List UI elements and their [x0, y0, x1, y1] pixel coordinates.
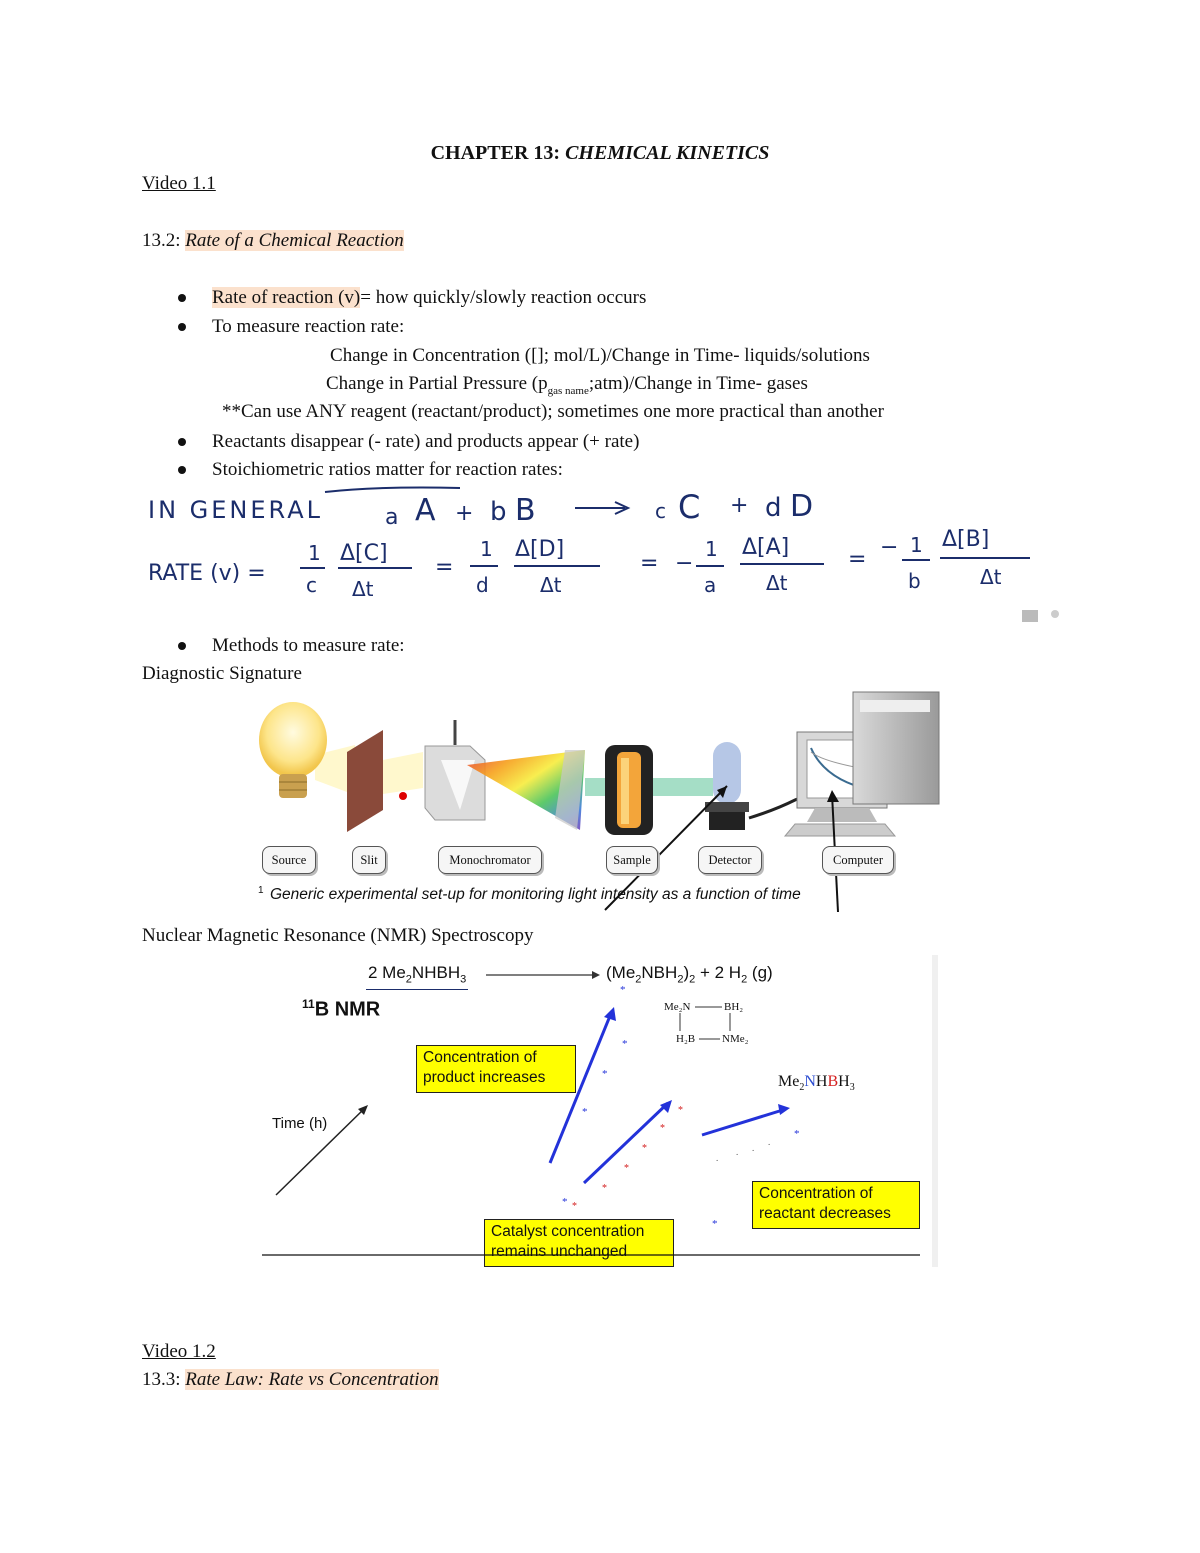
svg-text:.: .: [716, 1153, 719, 1163]
page-title: CHAPTER 13: CHEMICAL KINETICS: [430, 142, 770, 164]
sample-cuvette-icon: [605, 745, 653, 835]
lightbulb-icon: [259, 702, 327, 798]
bullet-dot: [178, 438, 186, 446]
label-source: Source: [262, 846, 316, 874]
svg-text:*: *: [622, 1038, 628, 1050]
svg-text:.: .: [752, 1143, 755, 1153]
svg-text:*: *: [642, 1143, 647, 1154]
hw-rate: RATE (v) =: [148, 561, 266, 586]
svg-text:−: −: [880, 535, 899, 560]
svg-text:.: .: [768, 1137, 771, 1147]
svg-text:Δ[C]: Δ[C]: [340, 541, 388, 566]
product-formula: $(Me_2NBH_2)_2 + 2$ $H_2$ (g): [606, 963, 773, 986]
svg-text:=: =: [435, 555, 454, 580]
label-slit: Slit: [352, 846, 386, 874]
computer-icon: [785, 692, 939, 836]
svg-text:Δ[D]: Δ[D]: [515, 537, 565, 562]
svg-text:*: *: [660, 1123, 665, 1134]
svg-text:*: *: [602, 1068, 608, 1080]
bullet-measure-rate: To measure reaction rate:: [212, 316, 405, 337]
video-heading-2: Video 1.2: [142, 1341, 216, 1362]
svg-text:*: *: [624, 1163, 629, 1174]
figure-caption: Generic experimental set-up for monitoring light intensity as a function of time: [270, 886, 801, 903]
svg-text:a: a: [704, 573, 717, 597]
handwritten-rate-expression: [130, 480, 1070, 630]
line-concentration: Change in Concentration ([]; mol/L)/Change in Time- liquids/solutions: [330, 345, 870, 366]
svg-text:Δt: Δt: [352, 577, 374, 601]
svg-text:Δt: Δt: [540, 573, 562, 597]
svg-text:d: d: [765, 493, 782, 523]
svg-text:=: =: [640, 551, 659, 576]
hw-in-general: IN GENERAL: [148, 496, 324, 524]
catalyst-formula: $Me_2NHBH_3$: [778, 1073, 855, 1094]
svg-text:Δt: Δt: [766, 571, 788, 595]
svg-text:D: D: [790, 489, 814, 524]
time-axis-label: Time (h): [272, 1115, 328, 1132]
nmr-title: $^{11}$B NMR: [302, 997, 381, 1021]
svg-text:*: *: [602, 1183, 607, 1194]
label-computer: Computer: [822, 846, 894, 874]
label-sample: Sample: [606, 846, 658, 874]
section-heading-13-2: 13.2: Rate of a Chemical Reaction: [142, 230, 404, 251]
svg-text:1: 1: [480, 537, 493, 561]
svg-text:=: =: [848, 547, 867, 572]
svg-text:a: a: [385, 505, 399, 530]
svg-text:1: 1: [705, 537, 718, 561]
svg-text:Δ[A]: Δ[A]: [742, 535, 790, 560]
svg-text:*: *: [712, 1218, 718, 1230]
svg-text:Δ[B]: Δ[B]: [942, 527, 990, 552]
box-product-increases: Concentration of product increases: [416, 1045, 576, 1093]
svg-text:*: *: [620, 984, 626, 996]
svg-text:+: +: [455, 501, 474, 526]
bullet-dot: [178, 294, 186, 302]
reactant-formula: 2 $Me_2NHBH_3$: [368, 963, 467, 986]
figure-caption-number: 1: [258, 885, 264, 896]
label-monochromator: Monochromator: [438, 846, 542, 874]
bullet-stoichiometric: Stoichiometric ratios matter for reaction rates:: [212, 459, 563, 480]
bullet-dot: [178, 323, 186, 331]
svg-text:1: 1: [910, 533, 923, 557]
bullet-reactants-products: Reactants disappear (- rate) and products appear (+ rate): [212, 431, 640, 452]
label-detector: Detector: [698, 846, 762, 874]
box-reactant-decreases: Concentration of reactant decreases: [752, 1181, 920, 1229]
video-heading-1: Video 1.1: [142, 173, 216, 194]
slit-icon: [347, 730, 383, 832]
section-heading-13-3: 13.3: Rate Law: Rate vs Concentration: [142, 1369, 439, 1390]
nmr-label: Nuclear Magnetic Resonance (NMR) Spectroscopy: [142, 925, 534, 946]
nmr-figure: 2 $Me_2NHBH_3$ $(Me_2NBH_2)_2 + 2$ $H_2$ (g) $^{11}$B NMR Me₂N BH₂ H₂B NMe₂ Concentration of product increases $Me_2NHBH_3$ Time (h) Concentration of reactant decreases Catalyst concentration remains unchanged * * * * * * * * * * * * * . . . .: [262, 955, 938, 1267]
nmr-arrows: [262, 955, 938, 1267]
svg-text:b: b: [490, 497, 507, 527]
svg-text:*: *: [678, 1105, 683, 1116]
svg-text:*: *: [562, 1196, 568, 1208]
bullet-methods: Methods to measure rate:: [212, 635, 405, 656]
svg-text:A: A: [415, 493, 436, 528]
line-any-reagent: **Can use ANY reagent (reactant/product); sometimes one more practical than another: [222, 401, 884, 422]
svg-text:C: C: [678, 488, 701, 526]
svg-text:c: c: [655, 499, 666, 523]
svg-text:.: .: [736, 1147, 739, 1157]
diagnostic-signature-label: Diagnostic Signature: [142, 663, 302, 684]
svg-text:Δt: Δt: [980, 565, 1002, 589]
bullet-dot: [178, 642, 186, 650]
svg-text:−: −: [675, 551, 694, 576]
svg-text:+: +: [730, 493, 749, 518]
box-catalyst-unchanged: Catalyst concentration remains unchanged: [484, 1219, 674, 1267]
svg-text:b: b: [908, 569, 921, 593]
bullet-dot: [178, 466, 186, 474]
svg-text:c: c: [306, 573, 317, 597]
svg-text:*: *: [582, 1106, 588, 1118]
svg-text:*: *: [572, 1201, 577, 1212]
svg-text:*: *: [794, 1128, 800, 1140]
svg-text:1: 1: [308, 541, 321, 565]
svg-text:d: d: [476, 573, 489, 597]
svg-text:B: B: [515, 493, 536, 528]
bullet-rate-definition: Rate of reaction (v)= how quickly/slowly reaction occurs: [212, 287, 647, 308]
line-pressure: Change in Partial Pressure $(p_{gas name};atm)$/Change in Time- gases: [326, 373, 808, 397]
